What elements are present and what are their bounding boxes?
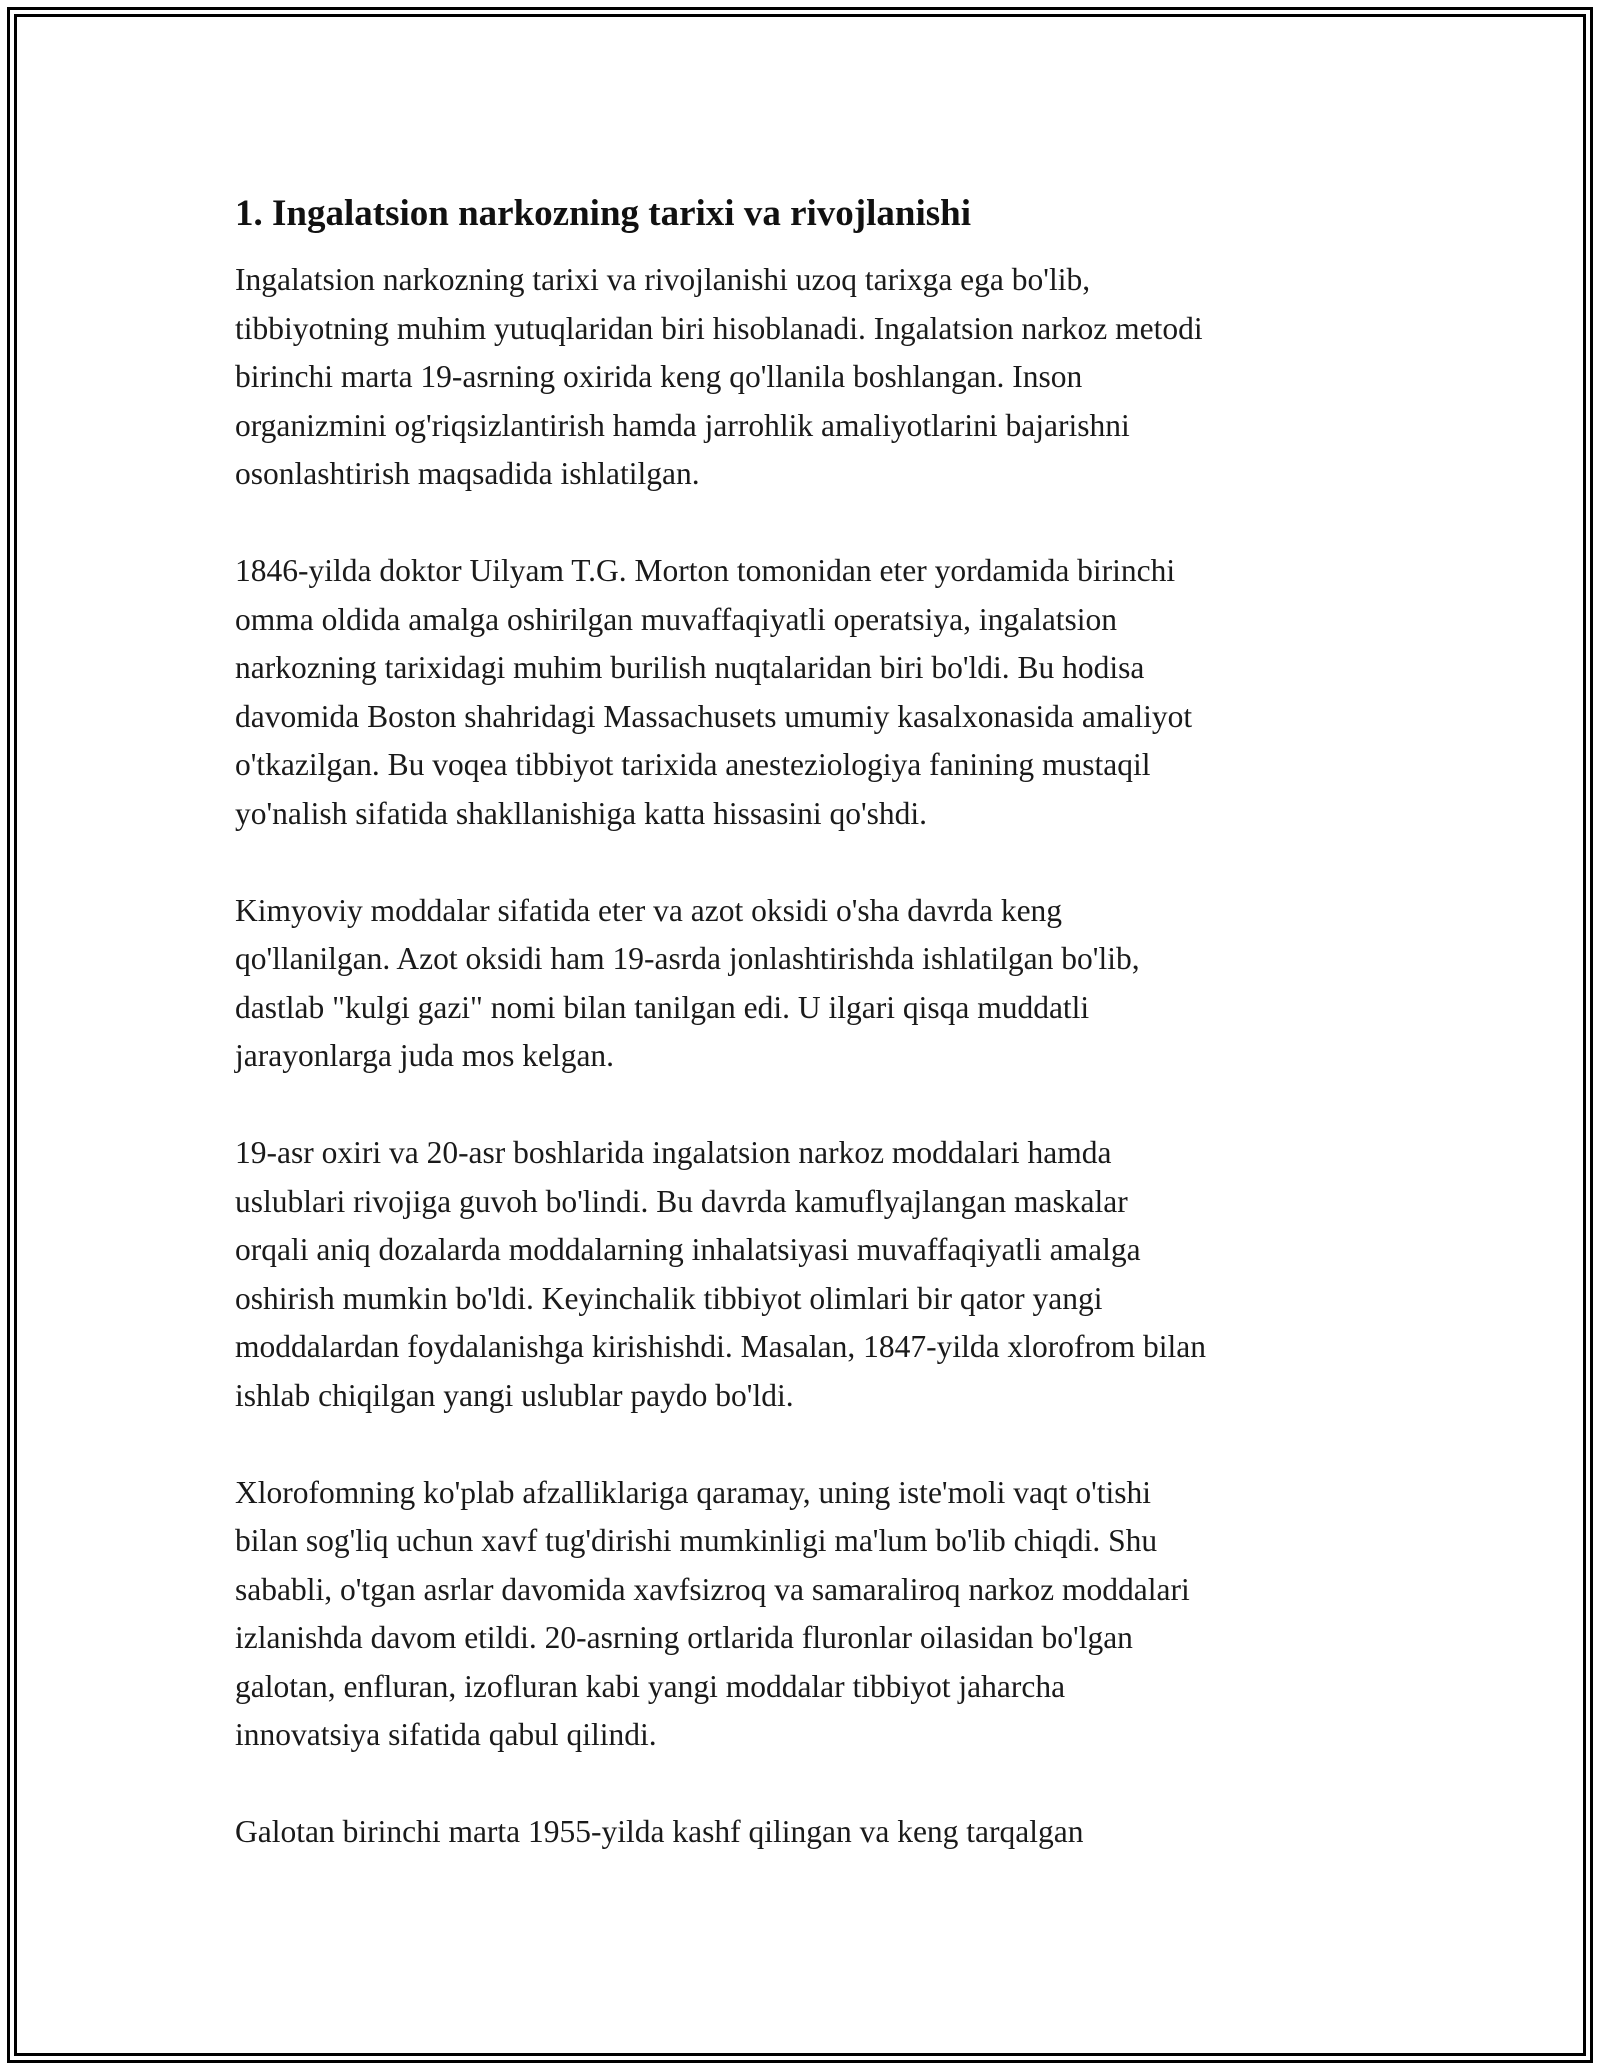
text-line: o'tkazilgan. Bu voqea tibbiyot tarixida anesteziologiya fanining mustaqil [235, 747, 1151, 782]
text-line: Xlorofomning ko'plab afzalliklariga qaramay, uning iste'moli vaqt o'tishi [235, 1474, 1152, 1510]
paragraph-chloroform [235, 1469, 1375, 1760]
text-line: birinchi marta 19-asrning oxirida keng qo'llanila boshlangan. Inson [235, 359, 1083, 394]
document-body [235, 186, 1375, 1857]
text-line: davomida Boston shahridagi Massachusets umumiy kasalxonasida amaliyot [235, 698, 1193, 734]
text-line: ishlab chiqilgan yangi uslublar paydo bo'ldi. [235, 1377, 794, 1413]
text-line: jarayonlarga juda mos kelgan. [235, 1038, 615, 1073]
text-line: Ingalatsion narkozning tarixi va rivojlanishi uzoq tarixga ega bo'lib, [235, 262, 1091, 297]
text-line: yo'nalish sifatida shakllanishiga katta hissasini qo'shdi. [235, 795, 928, 831]
text-line: qo'llanilgan. Azot oksidi ham 19-asrda jonlashtirishda ishlatilgan bo'lib, [235, 941, 1140, 976]
text-line: dastlab "kulgi gazi" nomi bilan tanilgan edi. U ilgari qisqa muddatli [235, 989, 1090, 1025]
paragraph-halothane [235, 1808, 1375, 1857]
section-heading: 1. Ingalatsion narkozning tarixi va rivojlanishi [235, 193, 971, 234]
text-line: omma oldida amalga oshirilgan muvaffaqiyatli operatsiya, ingalatsion [235, 601, 1118, 637]
text-line: orqali aniq dozalarda moddalarning inhalatsiyasi muvaffaqiyatli amalga [235, 1232, 1141, 1267]
text-line: galotan, enfluran, izofluran kabi yangi moddalar tibbiyot jaharcha [235, 1668, 1066, 1704]
text-line: organizmini og'riqsizlantirish hamda jarrohlik amaliyotlarini bajarishni [235, 407, 1130, 443]
text-line: Galotan birinchi marta 1955-yilda kashf qilingan va keng tarqalgan [235, 1814, 1084, 1849]
text-line: izlanishda davom etildi. 20-asrning ortlarida fluronlar oilasidan bo'lgan [235, 1620, 1133, 1655]
text-line: oshirish mumkin bo'ldi. Keyinchalik tibbiyot olimlari bir qator yangi [235, 1280, 1103, 1316]
paragraph-ether-nitrous-oxide [235, 887, 1375, 1081]
text-line: 1846-yilda doktor Uilyam T.G. Morton tomonidan eter yordamida birinchi [235, 553, 1176, 588]
paragraph-19th-20th-century [235, 1129, 1375, 1420]
paragraph-morton-1846 [235, 547, 1375, 838]
text-line: tibbiyotning muhim yutuqlaridan biri hisoblanadi. Ingalatsion narkoz metodi [235, 310, 1203, 346]
text-line: narkozning tarixidagi muhim burilish nuqtalaridan biri bo'ldi. Bu hodisa [235, 650, 1145, 685]
text-line: uslublari rivojiga guvoh bo'lindi. Bu davrda kamuflyajlangan maskalar [235, 1183, 1128, 1219]
text-line: osonlashtirish maqsadida ishlatilgan. [235, 456, 700, 491]
paragraph-intro [235, 256, 1375, 499]
text-line: innovatsiya sifatida qabul qilindi. [235, 1717, 657, 1752]
text-line: sababli, o'tgan asrlar davomida xavfsizroq va samaraliroq narkoz moddalari [235, 1571, 1190, 1607]
text-line: moddalardan foydalanishga kirishishdi. Masalan, 1847-yilda xlorofrom bilan [235, 1329, 1207, 1364]
text-line: 19-asr oxiri va 20-asr boshlarida ingalatsion narkoz moddalari hamda [235, 1135, 1112, 1170]
text-line: Kimyoviy moddalar sifatida eter va azot oksidi o'sha davrda keng [235, 892, 1063, 928]
text-line: bilan sog'liq uchun xavf tug'dirishi mumkinligi ma'lum bo'lib chiqdi. Shu [235, 1523, 1158, 1558]
